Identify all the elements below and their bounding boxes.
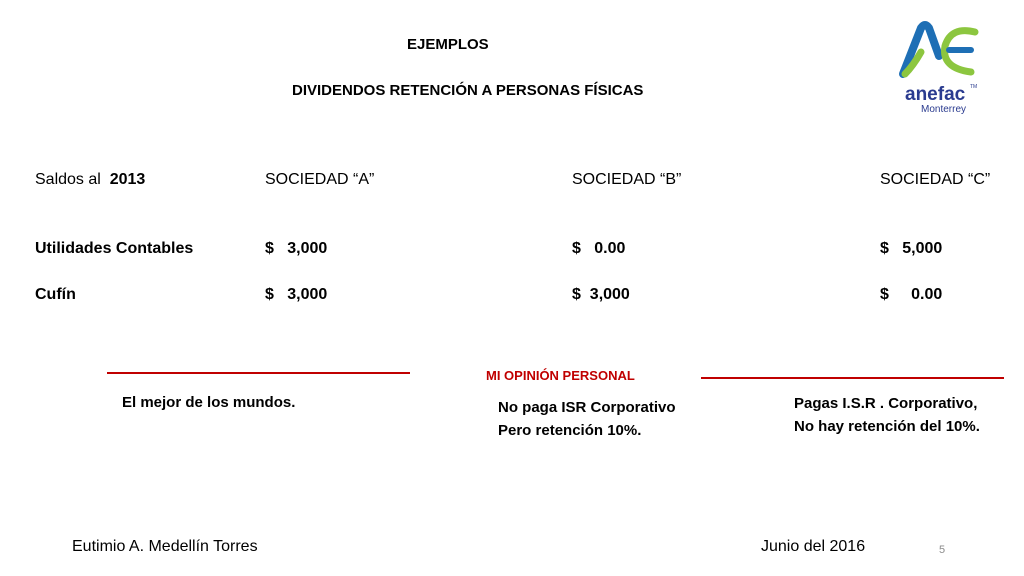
page-number: 5 <box>939 544 946 556</box>
cufin-sociedad-b: $ 3,000 <box>572 286 630 303</box>
cufin-sociedad-a: $ 3,000 <box>265 286 328 303</box>
logo-name: anefac <box>905 84 966 105</box>
page-title: DIVIDENDOS RETENCIÓN A PERSONAS FÍSICAS <box>292 82 644 99</box>
row-label-utilidades: Utilidades Contables <box>35 240 194 257</box>
logo-city: Monterrey <box>921 104 967 115</box>
column-header-sociedad-a: SOCIEDAD “A” <box>265 171 375 188</box>
logo-tm: TM <box>970 84 978 90</box>
column-header-sociedad-b: SOCIEDAD “B” <box>572 171 682 188</box>
footer-date: Junio del 2016 <box>761 538 866 555</box>
opinion-heading: MI OPINIÓN PERSONAL <box>486 368 635 383</box>
balance-date-label <box>35 171 145 189</box>
note-sociedad-b: No paga ISR Corporativo Pero retención 10%. <box>498 399 676 439</box>
heading-examples: EJEMPLOS <box>407 36 489 53</box>
note-sociedad-c: Pagas I.S.R . Corporativo, No hay retención del 10%. <box>794 395 980 435</box>
divider-right <box>701 377 1004 379</box>
utilidades-sociedad-c: $ 5,000 <box>880 240 943 257</box>
column-header-sociedad-c: SOCIEDAD “C” <box>880 171 991 188</box>
utilidades-sociedad-b: $ 0.00 <box>572 240 626 257</box>
anefac-logo <box>891 16 986 116</box>
balance-year: 2013 <box>109 171 146 188</box>
row-label-cufin: Cufín <box>35 286 76 303</box>
divider-left <box>107 372 410 374</box>
anefac-logo-mark <box>891 16 986 116</box>
utilidades-sociedad-a: $ 3,000 <box>265 240 328 257</box>
balance-label: Saldos al <box>35 171 101 188</box>
footer-author: Eutimio A. Medellín Torres <box>72 538 258 555</box>
cufin-sociedad-c: $ 0.00 <box>880 286 943 303</box>
note-sociedad-a: El mejor de los mundos. <box>122 394 296 411</box>
